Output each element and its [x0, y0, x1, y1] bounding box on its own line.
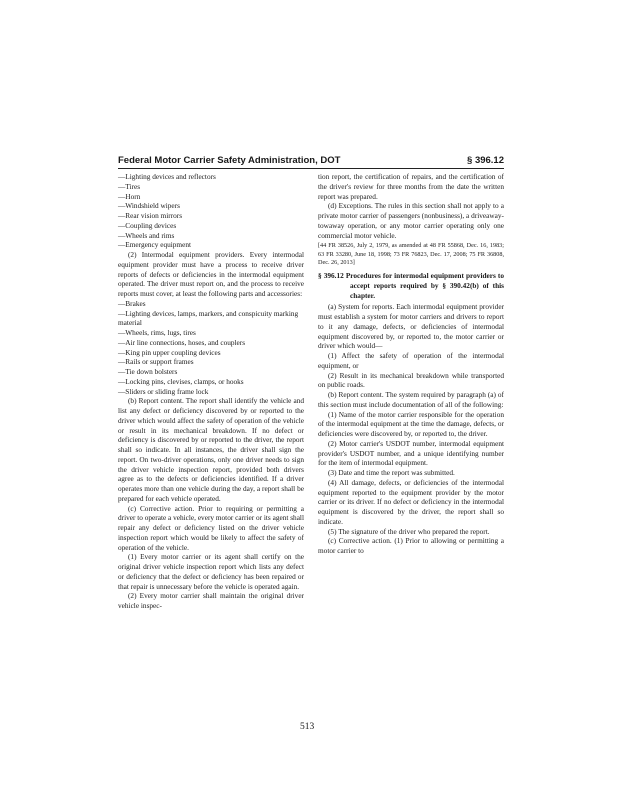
list-item: —Sliders or sliding frame lock — [118, 386, 209, 396]
list-item: —Rear vision mirrors — [118, 211, 183, 220]
list-item: —Brakes — [118, 298, 146, 308]
paragraph: (c) Corrective action. (1) Prior to allowing or permitting a motor carrier to — [318, 536, 504, 556]
paragraph: (2) Intermodal equipment providers. Every intermodal equipment provider must have a process to receive driver reports of defects or deficiencies in the intermodal equipment operated. The driver must report on, and the process to receive reports must cover, at least the following parts and accessories: — [118, 250, 304, 298]
list-item: —Windshield wipers — [118, 201, 180, 211]
list-item: —King pin upper coupling devices — [118, 347, 221, 357]
list-item: —Emergency equipment — [118, 240, 192, 250]
paragraph: (a) System for reports. Each intermodal equipment provider must establish a system for motor carriers and drivers to report to it any damage, defects, or deficiencies of intermodal equipment discovered by, or reported to, the motor carrier or driver which would— — [318, 302, 504, 351]
paragraph: (3) Date and time the report was submitted. — [328, 468, 455, 478]
header-title: Federal Motor Carrier Safety Administration, DOT — [118, 155, 341, 166]
source-note: [44 FR 38526, July 2, 1979, as amended at 48 FR 55868, Dec. 16, 1983; 63 FR 33280, June 18, 1998; 73 FR 76823, Dec. 17, 2008; 75 FR 36808, Dec. 26, 2013] — [318, 242, 504, 267]
paragraph: (d) Exceptions. The rules in this section shall not apply to a private motor carrier of passengers (nonbusiness), a driveaway-towaway operation, or any motor carrier operating only one commercial motor vehicle. — [318, 201, 504, 240]
paragraph: tion report, the certification of repairs, and the certification of the driver's review for three months from the date the written report was prepared. — [318, 172, 504, 201]
list-item: —Rails or support frames — [118, 357, 194, 367]
list-item: —Wheels and rims — [118, 230, 175, 240]
paragraph: (4) All damage, defects, or deficiencies of the intermodal equipment reported to the equipment provider by the motor carrier or its driver. If no defect or deficiency in the intermodal equipment is discovered by the driver, the report shall so indicate. — [318, 477, 504, 526]
right-column — [318, 172, 504, 556]
left-column — [118, 172, 304, 611]
section-heading: § 396.12 Procedures for intermodal equipment providers to accept reports required by § 390.42(b) of this chapter. — [318, 271, 504, 300]
list-item: —Wheels, rims, lugs, tires — [118, 328, 196, 337]
list-item: —Tie down bolsters — [118, 367, 178, 376]
list-item: —Air line connections, hoses, and couplers — [118, 337, 246, 347]
paragraph: (2) Motor carrier's USDOT number, intermodal equipment provider's USDOT number, and a unique identifying number for the item of intermodal equipment. — [318, 438, 504, 468]
paragraph: (2) Result in its mechanical breakdown while transported on public roads. — [318, 370, 504, 390]
paragraph: (1) Affect the safety of operation of the intermodal equipment, or — [318, 351, 504, 370]
list-item: —Lighting devices, lamps, markers, and conspicuity marking material — [118, 308, 299, 328]
paragraph: (5) The signature of the driver who prepared the report. — [328, 526, 490, 536]
paragraph: (b) Report content. The system required by paragraph (a) of this section must include documentation of all of the following: — [318, 390, 504, 409]
header-section-number: § 396.12 — [467, 155, 504, 166]
running-header — [118, 155, 504, 168]
paragraph: (1) Name of the motor carrier responsible for the operation of the intermodal equipment at the time the damage, defects, or deficiencies were discovered by, or reported to, the driver. — [318, 409, 504, 439]
list-item: —Locking pins, clevises, clamps, or hooks — [118, 376, 244, 386]
page-number: 513 — [300, 722, 315, 732]
header-rule — [118, 168, 504, 169]
paragraph: (2) Every motor carrier shall maintain the original driver vehicle inspec- — [118, 591, 304, 610]
paragraph: (b) Report content. The report shall identify the vehicle and list any defect or deficiency discovered by or reported to the driver which would affect the safety of operation of the vehicle or result in its mechanical breakdown. If no defect or deficiency is discovered by or reported to the driver, the report shall so indicate. In all instances, the driver shall sign the report. On two-driver operations, only one driver needs to sign the driver vehicle inspection report, provided both drivers agree as to the defects or deficiencies identified. If a driver operates more than one vehicle during the day, a report shall be prepared for each vehicle operated. — [118, 396, 304, 503]
list-item: —Horn — [118, 191, 141, 201]
paragraph: (c) Corrective action. Prior to requiring or permitting a driver to operate a vehicle, every motor carrier or its agent shall repair any defect or deficiency listed on the driver vehicle inspection report which would be likely to affect the safety of operation of the vehicle. — [118, 503, 304, 552]
list-item: —Tires — [118, 181, 141, 191]
list-item: —Lighting devices and reflectors — [118, 172, 216, 181]
paragraph: (1) Every motor carrier or its agent shall certify on the original driver vehicle inspection report which lists any defect or deficiency that the defect or deficiency has been repaired or that repair is unnecessary before the vehicle is operated again. — [118, 552, 304, 591]
list-item: —Coupling devices — [118, 220, 177, 230]
